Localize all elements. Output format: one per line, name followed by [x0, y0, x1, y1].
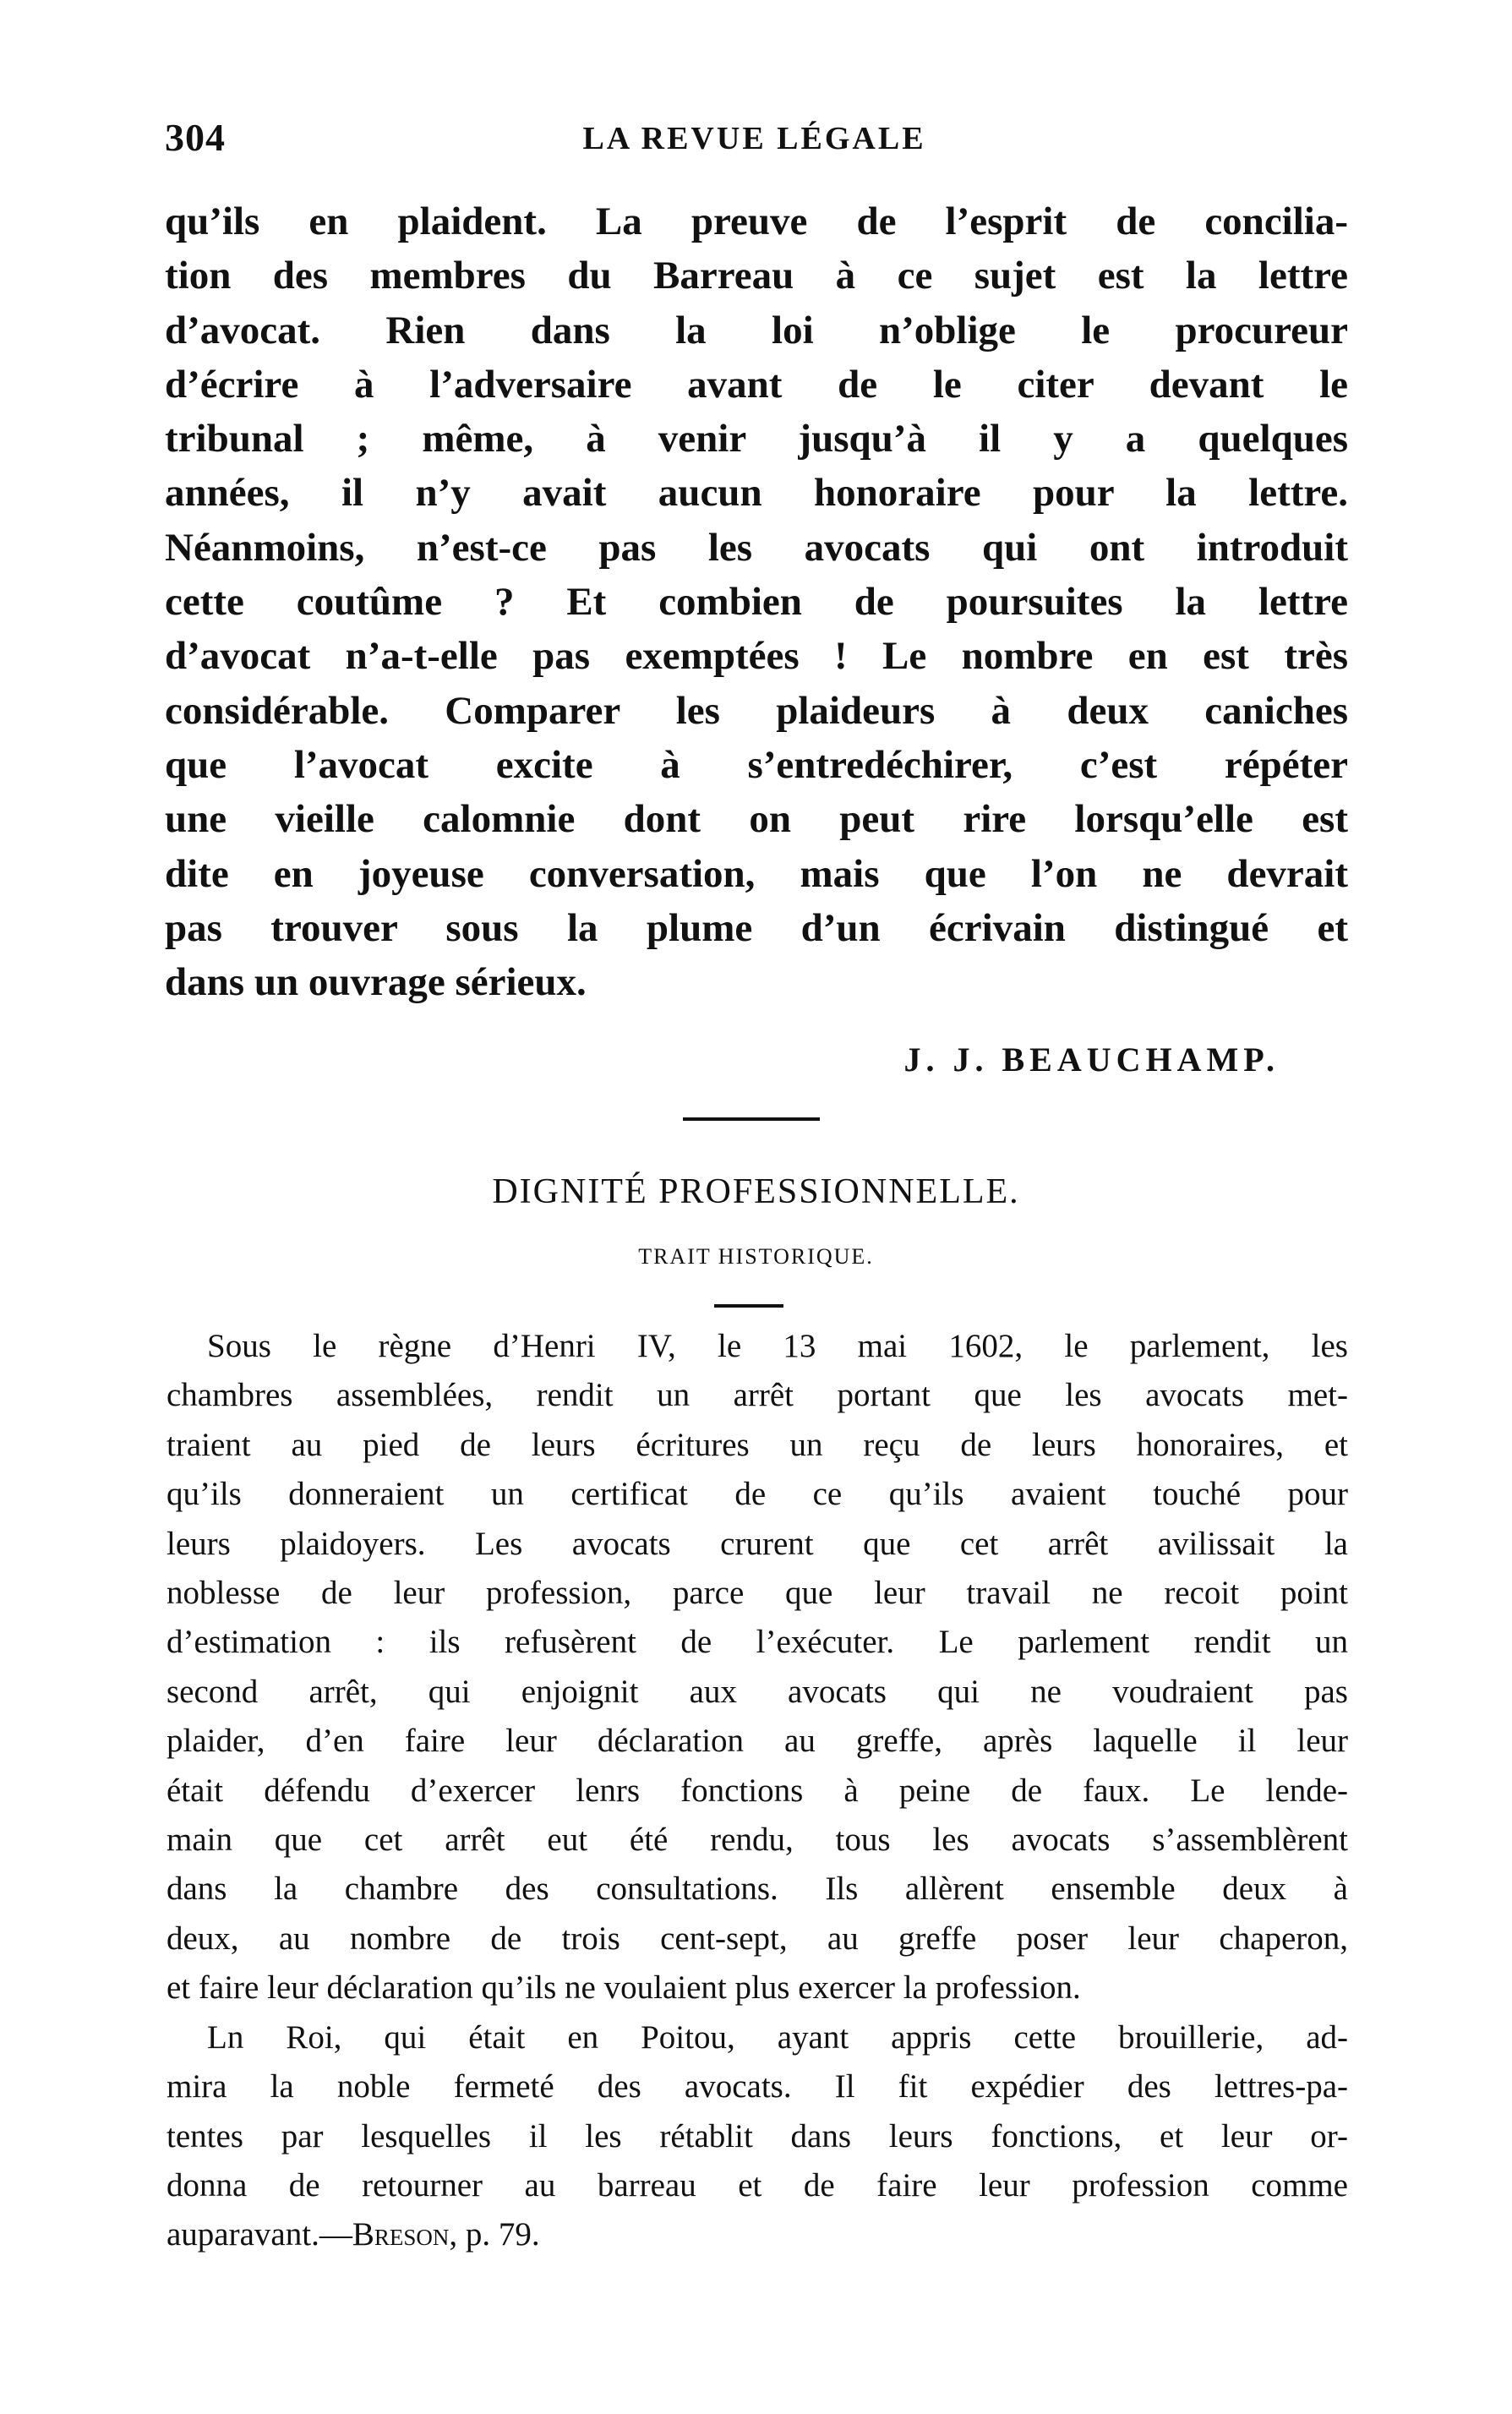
- text-line: leurs plaidoyers. Les avocats crurent que cet arrêt avilissait la: [166, 1525, 1348, 1562]
- text-line: cette coutûme ? Et combien de poursuites la lettre: [165, 580, 1348, 625]
- text-line: Ln Roi, qui était en Poitou, ayant appris cette brouillerie, ad-: [207, 2018, 1348, 2056]
- text-line: traient au pied de leurs écritures un reçu de leurs honoraires, et: [166, 1426, 1348, 1463]
- text-line: que l’avocat excite à s’entredéchirer, c’est répéter: [165, 742, 1348, 787]
- text-line: une vieille calomnie dont on peut rire lorsqu’elle est: [165, 797, 1348, 842]
- text-line: noblesse de leur profession, parce que leur travail ne recoit point: [166, 1575, 1348, 1612]
- text-line: années, il n’y avait aucun honoraire pour la lettre.: [165, 471, 1348, 516]
- running-head: [165, 115, 1344, 166]
- text-line: d’avocat n’a-t-elle pas exemptées ! Le nombre en est très: [165, 634, 1348, 679]
- text-line: qu’ils en plaident. La preuve de l’esprit de concilia-: [165, 199, 1348, 243]
- closing-line: [166, 2210, 1348, 2259]
- text-line: second arrêt, qui enjoignit aux avocats qui ne voudraient pas: [166, 1673, 1348, 1710]
- source-author: —Breson: [319, 2216, 450, 2253]
- text-line: dans la chambre des consultations. Ils allèrent ensemble deux à: [166, 1871, 1348, 1908]
- text-line: deux, au nombre de trois cent-sept, au greffe poser leur chaperon,: [166, 1920, 1348, 1957]
- text-line: et faire leur déclaration qu’ils ne voulaient plus exercer la profession.: [166, 1969, 1081, 2007]
- closing-word: auparavant.: [166, 2216, 319, 2253]
- author-signature: J. J. BEAUCHAMP.: [903, 1040, 1280, 1079]
- text-line: chambres assemblées, rendit un arrêt portant que les avocats met-: [166, 1377, 1348, 1414]
- text-line: d’estimation : ils refusèrent de l’exécuter. Le parlement rendit un: [166, 1624, 1348, 1661]
- subtitle-divider: [714, 1304, 783, 1308]
- section-divider: [683, 1117, 820, 1121]
- anecdote-text: [166, 1322, 1348, 2260]
- text-line: tion des membres du Barreau à ce sujet est la lettre: [165, 254, 1348, 298]
- section-subtitle: TRAIT HISTORIQUE.: [638, 1244, 874, 1269]
- text-line: considérable. Comparer les plaideurs à deux caniches: [165, 688, 1348, 733]
- text-line: Néanmoins, n’est-ce pas les avocats qui ont introduit: [165, 525, 1348, 570]
- text-line: main que cet arrêt eut été rendu, tous les avocats s’assemblèrent: [166, 1821, 1348, 1859]
- text-line: était défendu d’exercer lenrs fonctions à peine de faux. Le lende-: [166, 1772, 1348, 1809]
- text-line: Sous le règne d’Henri IV, le 13 mai 1602, le parlement, les: [207, 1328, 1348, 1364]
- text-line: pas trouver sous la plume d’un écrivain distingué et: [165, 905, 1348, 950]
- text-line: dite en joyeuse conversation, mais que l’on ne devrait: [165, 851, 1348, 896]
- section-title: DIGNITÉ PROFESSIONNELLE.: [492, 1172, 1020, 1211]
- text-line: donna de retourner au barreau et de faire leur profession comme: [166, 2166, 1348, 2204]
- text-line: d’écrire à l’adversaire avant de le citer devant le: [165, 362, 1348, 407]
- text-line: qu’ils donneraient un certificat de ce qu’ils avaient touché pour: [166, 1476, 1348, 1513]
- text-line: dans un ouvrage sérieux.: [165, 960, 587, 1005]
- text-line: tentes par lesquelles il les rétablit dans leurs fonctions, et leur or-: [166, 2117, 1348, 2155]
- text-line: tribunal ; même, à venir jusqu’à il y a quelques: [165, 417, 1348, 462]
- text-line: d’avocat. Rien dans la loi n’oblige le procureur: [165, 308, 1348, 352]
- text-line: plaider, d’en faire leur déclaration au greffe, après laquelle il leur: [166, 1723, 1348, 1760]
- text-line: mira la noble fermeté des avocats. Il fit expédier des lettres-pa-: [166, 2068, 1348, 2105]
- page-number: 304: [165, 116, 226, 159]
- article-closing-text: [165, 194, 1348, 1009]
- journal-title: LA REVUE LÉGALE: [582, 121, 926, 156]
- source-page: , p. 79.: [449, 2216, 540, 2253]
